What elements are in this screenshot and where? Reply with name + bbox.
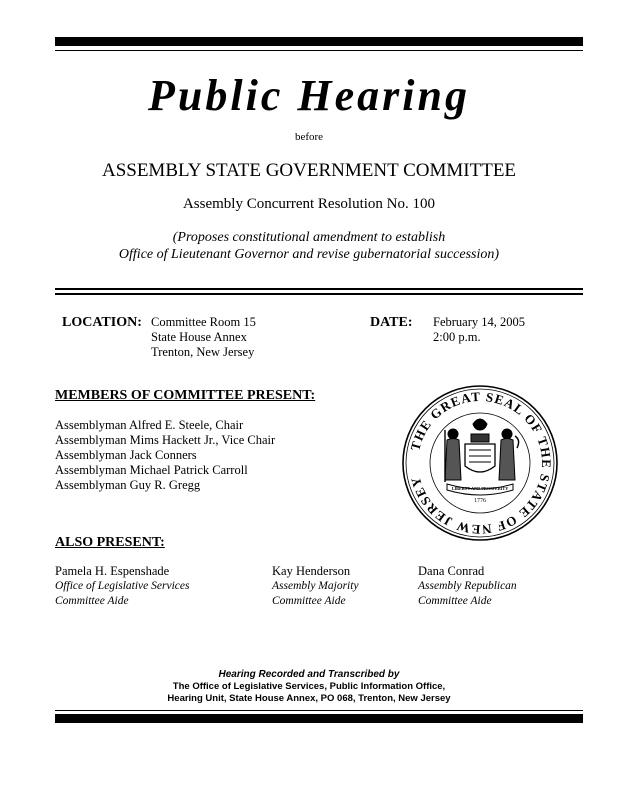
location-label: LOCATION: (62, 315, 142, 330)
person-role: Committee Aide (55, 595, 129, 607)
page-title: Public Hearing (148, 71, 470, 120)
resolution-number: Assembly Concurrent Resolution No. 100 (182, 196, 436, 212)
location-line: State House Annex (151, 330, 247, 344)
person-espenshade (55, 564, 189, 609)
description-line-1: (Proposes constitutional amendment to establish (172, 230, 446, 245)
person-name: Pamela H. Espenshade (55, 564, 170, 578)
members-list (55, 418, 275, 493)
seal-year: 1776 (474, 498, 486, 504)
person-name: Kay Henderson (272, 564, 351, 578)
state-seal (401, 384, 559, 542)
footer-line-1: Hearing Recorded and Transcribed by (218, 669, 400, 680)
footer-line-3: Hearing Unit, State House Annex, PO 068, Trenton, New Jersey (167, 693, 451, 704)
person-henderson (272, 564, 359, 609)
top-thick-rule (55, 37, 583, 46)
person-role: Office of Legislative Services (55, 580, 190, 592)
bottom-thin-rule (55, 710, 583, 711)
date-label: DATE: (370, 315, 413, 330)
location-line: Trenton, New Jersey (151, 345, 255, 359)
seal-emblem (445, 419, 519, 495)
person-name: Dana Conrad (418, 564, 485, 578)
person-role: Assembly Republican (418, 580, 517, 592)
seal-graphic (401, 384, 559, 542)
person-conrad (418, 564, 517, 609)
footer-line-2: The Office of Legislative Services, Public Information Office, (172, 681, 446, 692)
before-text: before (294, 131, 324, 143)
date-line: February 14, 2005 (433, 315, 525, 329)
date-line: 2:00 p.m. (433, 330, 481, 344)
middle-rule-2 (55, 293, 583, 295)
member-item: Assemblyman Mims Hackett Jr., Vice Chair (55, 433, 276, 447)
person-role: Committee Aide (272, 595, 346, 607)
also-present-heading: ALSO PRESENT: (55, 535, 165, 550)
bottom-thick-rule (55, 714, 583, 723)
seal-motto: LIBERTY AND PROSPERITY (451, 486, 509, 491)
member-item: Assemblyman Jack Conners (55, 448, 197, 462)
member-item: Assemblyman Michael Patrick Carroll (55, 463, 248, 477)
member-item: Assemblyman Guy R. Gregg (55, 478, 201, 492)
date-value (433, 315, 525, 345)
resolution-description (0, 229, 618, 263)
footer-credit (0, 669, 618, 705)
description-line-2: Office of Lieutenant Governor and revise gubernatorial succession) (118, 247, 500, 262)
top-thin-rule (55, 50, 583, 51)
location-line: Committee Room 15 (151, 315, 256, 329)
location-value (151, 315, 256, 360)
middle-rule-1 (55, 288, 583, 290)
members-heading: MEMBERS OF COMMITTEE PRESENT: (55, 388, 316, 403)
seal-ring-text: THE GREAT SEAL OF THE STATE OF NEW JERSEY (407, 388, 555, 538)
person-role: Committee Aide (418, 595, 492, 607)
member-item: Assemblyman Alfred E. Steele, Chair (55, 418, 244, 432)
person-role: Assembly Majority (272, 580, 359, 592)
committee-name: ASSEMBLY STATE GOVERNMENT COMMITTEE (101, 160, 517, 181)
